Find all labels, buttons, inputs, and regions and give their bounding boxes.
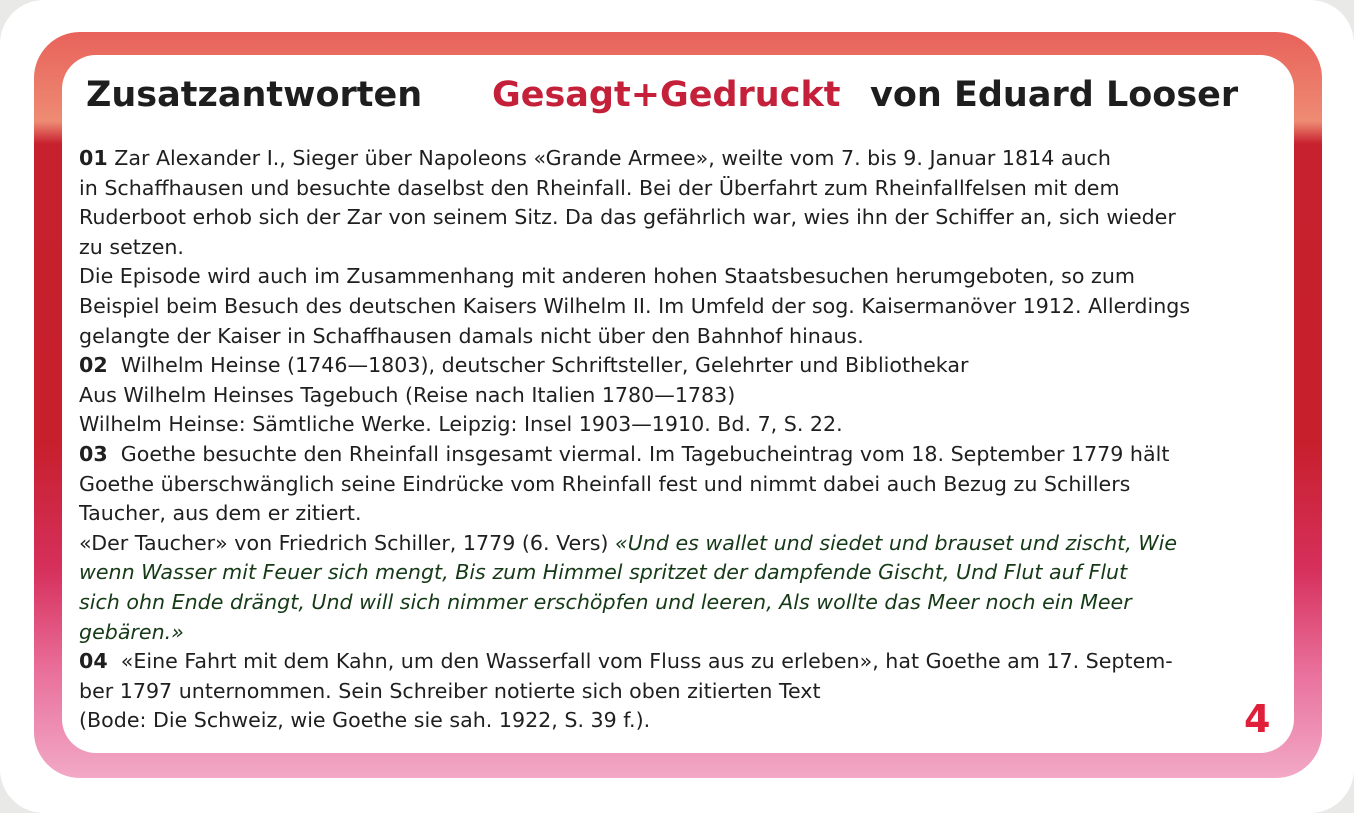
text-line [79, 440, 1284, 470]
text-line [79, 144, 1284, 174]
header-left-title: Zusatzantworten [86, 75, 423, 115]
text-line [79, 529, 1284, 559]
line-text: (Bode: Die Schweiz, wie Goethe sie sah. 1922, S. 39 f.). [79, 708, 651, 733]
poem-quote: sich ohn Ende drängt, Und will sich nimmer erschöpfen und leeren, Als wollte das Meer noch ein Meer [79, 589, 1132, 614]
text-line [79, 558, 1284, 588]
text-line [79, 381, 1284, 411]
text-line [79, 647, 1284, 677]
text-line [79, 174, 1284, 204]
text-line [79, 588, 1284, 618]
page-number: 4 [1244, 697, 1271, 741]
answer-number: 04 [79, 649, 108, 674]
line-text: Taucher, aus dem er zitiert. [79, 501, 362, 526]
text-line [79, 292, 1284, 322]
line-text: «Der Taucher» von Friedrich Schiller, 1779 (6. Vers) [79, 530, 616, 555]
text-line [79, 351, 1284, 381]
line-text: Goethe überschwänglich seine Eindrücke vom Rheinfall fest und nimmt dabei auch Bezug zu Schillers [79, 471, 1131, 496]
line-text: gelangte der Kaiser in Schaffhausen damals nicht über den Bahnhof hinaus. [79, 323, 864, 348]
line-text: Beispiel beim Besuch des deutschen Kaisers Wilhelm II. Im Umfeld der sog. Kaisermanöver 1912. Allerdings [79, 293, 1191, 318]
line-text: Goethe besuchte den Rheinfall insgesamt viermal. Im Tagebucheintrag vom 18. September 1779 hält [107, 441, 1170, 466]
line-text: Aus Wilhelm Heinses Tagebuch (Reise nach Italien 1780—1783) [79, 382, 736, 407]
answer-number: 03 [79, 441, 108, 466]
line-text: zu setzen. [79, 234, 184, 259]
text-line [79, 203, 1284, 233]
answer-number: 01 [79, 146, 108, 170]
poem-quote: «Und es wallet und siedet und brauset und zischt, Wie [615, 530, 1178, 555]
poem-quote: gebären.» [79, 619, 184, 644]
text-line [79, 410, 1284, 440]
line-text: «Eine Fahrt mit dem Kahn, um den Wasserfall vom Fluss aus zu erleben», hat Goethe am 17. Septem- [107, 649, 1173, 674]
line-text: Ruderboot erhob sich der Zar von seinem Sitz. Da das gefährlich war, wies ihn der Schiffer an, sich wieder [79, 205, 1176, 230]
line-text: Die Episode wird auch im Zusammenhang mit anderen hohen Staatsbesuchen herumgeboten, so zum [79, 264, 1135, 289]
text-line [79, 233, 1284, 263]
line-text: in Schaffhausen und besuchte daselbst den Rheinfall. Bei der Überfahrt zum Rheinfallfelsen mit dem [79, 175, 1120, 200]
text-line [79, 677, 1284, 707]
text-line [79, 706, 1284, 736]
text-line [79, 262, 1284, 292]
header-author: von Eduard Looser [870, 75, 1239, 115]
text-line [79, 618, 1284, 648]
text-line [79, 470, 1284, 500]
answer-text [79, 144, 1284, 736]
header-center-title: Gesagt+Gedruckt [492, 75, 841, 115]
line-text: Wilhelm Heinse (1746—1803), deutscher Schriftsteller, Gelehrter und Bibliothekar [107, 353, 969, 378]
line-text: Wilhelm Heinse: Sämtliche Werke. Leipzig: Insel 1903—1910. Bd. 7, S. 22. [79, 412, 843, 437]
text-line [79, 322, 1284, 352]
text-line [79, 499, 1284, 529]
answer-number: 02 [79, 353, 108, 378]
line-text: Zar Alexander I., Sieger über Napoleons «Grande Armee», weilte vom 7. bis 9. Januar 1814 auch [107, 146, 1111, 170]
line-text: ber 1797 unternommen. Sein Schreiber notierte sich oben zitierten Text [79, 678, 821, 703]
poem-quote: wenn Wasser mit Feuer sich mengt, Bis zum Himmel spritzet der dampfende Gischt, Und Flut auf Flut [79, 560, 1128, 585]
